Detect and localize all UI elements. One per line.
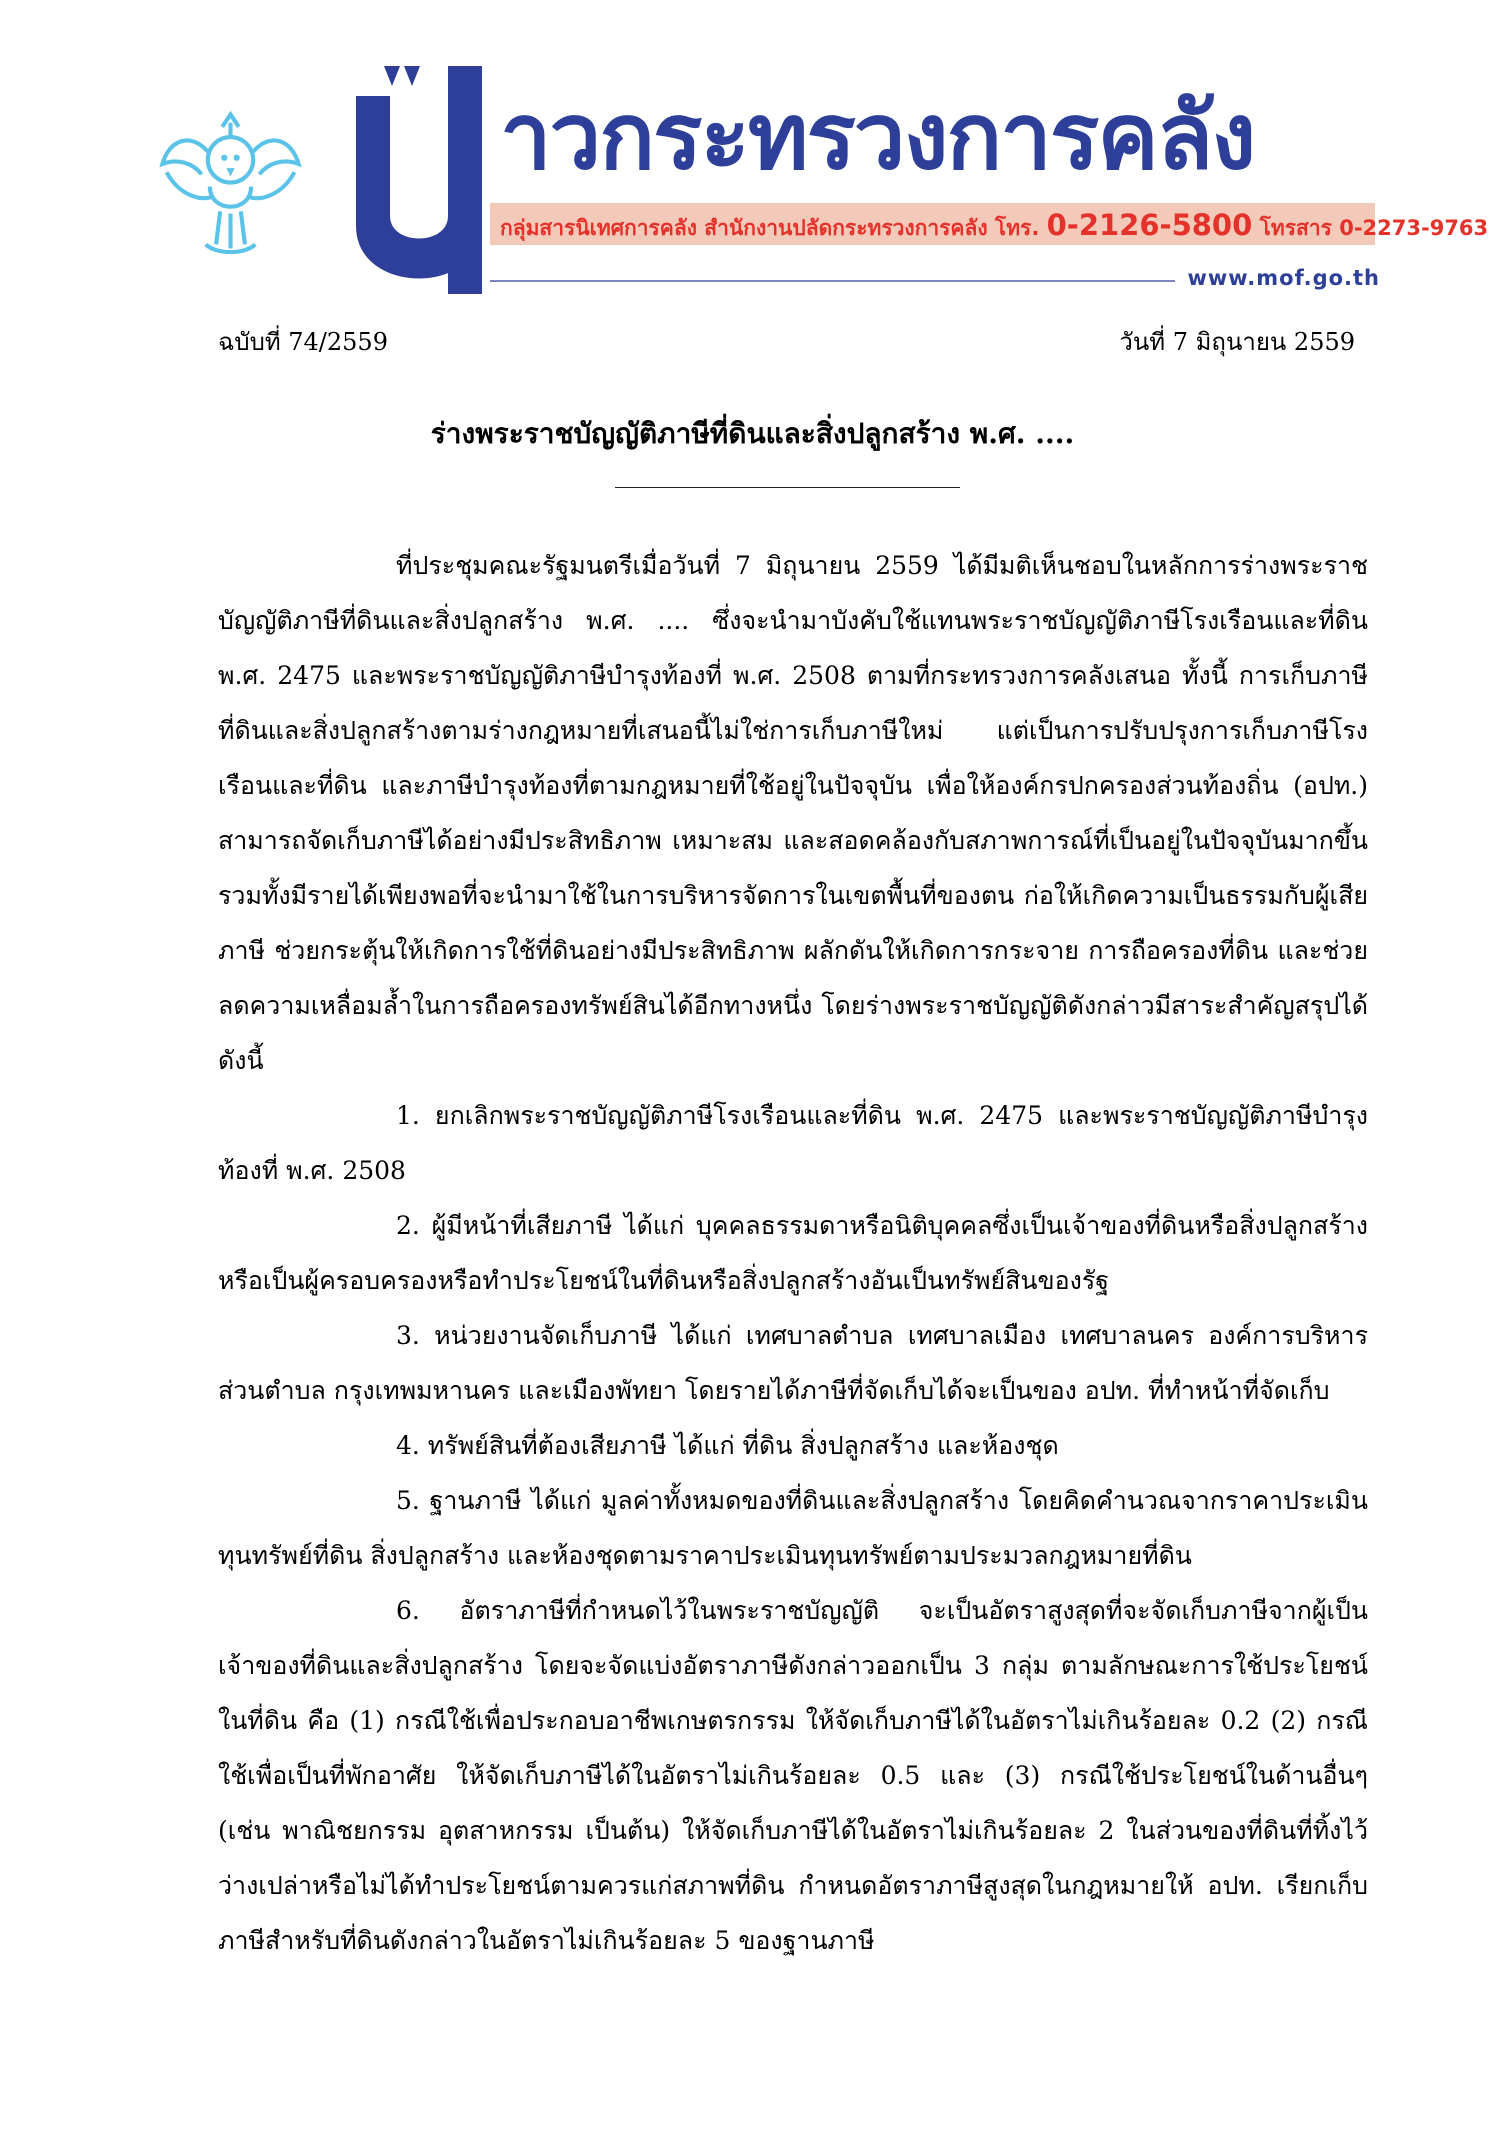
fax-number: 0-2273-9763 [1339, 216, 1489, 240]
letterhead [0, 0, 1505, 300]
intro-paragraph: ที่ประชุมคณะรัฐมนตรีเมื่อวันที่ 7 มิถุนายน 2559 ได้มีมติเห็นชอบในหลักการร่างพระราชบัญญัติภาษีที่ดินและสิ่งปลูกสร้าง พ.ศ. .... ซึ่งจะนำมาบังคับใช้แทนพระราชบัญญัติภาษีโรงเรือนและที่ดิน พ.ศ. 2475 และพระราชบัญญัติภาษีบำรุงท้องที่ พ.ศ. 2508 ตามที่กระทรวงการคลังเสนอ ทั้งนี้ การเก็บภาษีที่ดินและสิ่งปลูกสร้างตามร่างกฎหมายที่เสนอนี้ไม่ใช่การเก็บภาษีใหม่ แต่เป็นการปรับปรุงการเก็บภาษีโรงเรือนและที่ดิน และภาษีบำรุงท้องที่ตามกฎหมายที่ใช้อยู่ในปัจจุบัน เพื่อให้องค์กรปกครองส่วนท้องถิ่น (อปท.) สามารถจัดเก็บภาษีได้อย่างมีประสิทธิภาพ เหมาะสม และสอดคล้องกับสภาพการณ์ที่เป็นอยู่ในปัจจุบันมากขึ้น รวมทั้งมีรายได้เพียงพอที่จะนำมาใช้ในการบริหารจัดการในเขตพื้นที่ของตน ก่อให้เกิดความเป็นธรรมกับผู้เสียภาษี ช่วยกระตุ้นให้เกิดการใช้ที่ดินอย่างมีประสิทธิภาพ ผลักดันให้เกิดการกระจาย การถือครองที่ดิน และช่วยลดความเหลื่อมล้ำในการถือครองทรัพย์สินได้อีกทางหนึ่ง โดยร่างพระราชบัญญัติดังกล่าวมีสาระสำคัญสรุปได้ ดังนี้ [218, 551, 1368, 1075]
contact-line [500, 206, 1489, 244]
garuda-emblem-icon [148, 100, 313, 265]
phone-number: 0-2126-5800 [1046, 208, 1253, 242]
point-4-paragraph: 4. ทรัพย์สินที่ต้องเสียภาษี ได้แก่ ที่ดิน สิ่งปลูกสร้าง และห้องชุด [396, 1431, 1059, 1460]
fax-label: โทรสาร [1259, 216, 1332, 240]
issue-number: ฉบับที่ 74/2559 [218, 328, 388, 356]
document-title: ร่างพระราชบัญญัติภาษีที่ดินและสิ่งปลูกสร้าง พ.ศ. .... [430, 417, 1075, 450]
point-1-paragraph: 1. ยกเลิกพระราชบัญญัติภาษีโรงเรือนและที่ดิน พ.ศ. 2475 และพระราชบัญญัติภาษีบำรุงท้องที่ พ.ศ. 2508 [218, 1101, 1368, 1185]
point-5-paragraph: 5. ฐานภาษี ได้แก่ มูลค่าทั้งหมดของที่ดินและสิ่งปลูกสร้าง โดยคิดคำนวณจากราคาประเมินทุนทรัพย์ที่ดิน สิ่งปลูกสร้าง และห้องชุดตามราคาประเมินทุนทรัพย์ตามประมวลกฎหมายที่ดิน [218, 1486, 1368, 1570]
document-body [218, 538, 1368, 1968]
issue-date: วันที่ 7 มิถุนายน 2559 [1119, 328, 1355, 356]
contact-text: กลุ่มสารนิเทศการคลัง สำนักงานปลัดกระทรวงการคลัง โทร. [500, 216, 1040, 240]
point-3-paragraph: 3. หน่วยงานจัดเก็บภาษี ได้แก่ เทศบาลตำบล เทศบาลเมือง เทศบาลนคร องค์การบริหารส่วนตำบล กรุงเทพมหานคร และเมืองพัทยา โดยรายได้ภาษีที่จัดเก็บได้จะเป็นของ อปท. ที่ทำหน้าที่จัดเก็บ [218, 1321, 1368, 1405]
masthead-initial-icon [344, 66, 494, 294]
masthead-title: าวกระทรวงการคลัง [500, 83, 1255, 190]
website-link[interactable]: www.mof.go.th [1187, 266, 1380, 290]
title-underline [615, 487, 960, 488]
point-2-paragraph: 2. ผู้มีหน้าที่เสียภาษี ได้แก่ บุคคลธรรมดาหรือนิติบุคคลซึ่งเป็นเจ้าของที่ดินหรือสิ่งปลูกสร้าง หรือเป็นผู้ครอบครองหรือทำประโยชน์ในที่ดินหรือสิ่งปลูกสร้างอันเป็นทรัพย์สินของรัฐ [218, 1211, 1368, 1295]
point-6-paragraph: 6. อัตราภาษีที่กำหนดไว้ในพระราชบัญญัติ จะเป็นอัตราสูงสุดที่จะจัดเก็บภาษีจากผู้เป็นเจ้าของที่ดินและสิ่งปลูกสร้าง โดยจะจัดแบ่งอัตราภาษีดังกล่าวออกเป็น 3 กลุ่ม ตามลักษณะการใช้ประโยชน์ในที่ดิน คือ (1) กรณีใช้เพื่อประกอบอาชีพเกษตรกรรม ให้จัดเก็บภาษีได้ในอัตราไม่เกินร้อยละ 0.2 (2) กรณีใช้เพื่อเป็นที่พักอาศัย ให้จัดเก็บภาษีได้ในอัตราไม่เกินร้อยละ 0.5 และ (3) กรณีใช้ประโยชน์ในด้านอื่นๆ (เช่น พาณิชยกรรม อุตสาหกรรม เป็นต้น) ให้จัดเก็บภาษีได้ในอัตราไม่เกินร้อยละ 2 ในส่วนของที่ดินที่ทิ้งไว้ว่างเปล่าหรือไม่ได้ทำประโยชน์ตามควรแก่สภาพที่ดิน กำหนดอัตราภาษีสูงสุดในกฎหมายให้ อปท. เรียกเก็บภาษีสำหรับที่ดินดังกล่าวในอัตราไม่เกินร้อยละ 5 ของฐานภาษี [218, 1596, 1368, 1955]
website-divider [490, 280, 1175, 282]
